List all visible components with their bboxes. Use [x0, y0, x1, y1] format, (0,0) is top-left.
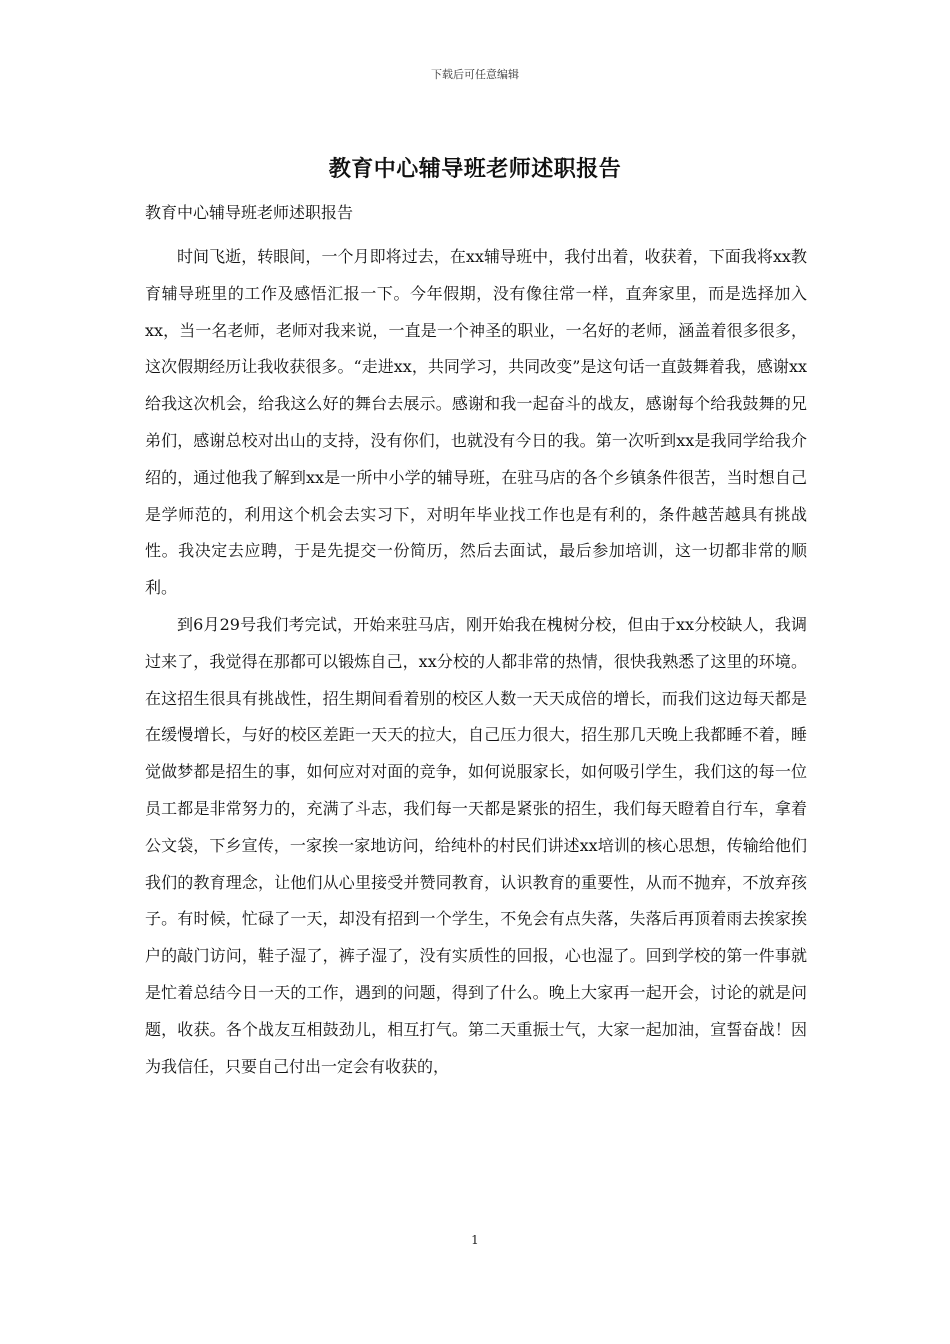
body-paragraph-2: 到6月29号我们考完试，开始来驻马店，刚开始我在槐树分校，但由于xx分校缺人，我调过来了，我觉得在那都可以锻炼自己，xx分校的人都非常的热情，很快我熟悉了这里的环境。在这招生很具有挑战性，招生期间看着别的校区人数一天天成倍的增长，而我们这边每天都是在缓慢增长，与好的校区差距一天天的拉大，自己压力很大，招生那几天晚上我都睡不着，睡觉做梦都是招生的事，如何应对对面的竞争，如何说服家长，如何吸引学生，我们这的每一位员工都是非常努力的，充满了斗志，我们每一天都是紧张的招生，我们每天瞪着自行车，拿着公文袋，下乡宣传，一家挨一家地访问，给纯朴的村民们讲述xx培训的核心思想，传输给他们我们的教育理念，让他们从心里接受并赞同教育，认识教育的重要性，从而不抛弃，不放弃孩子。有时候，忙碌了一天，却没有招到一个学生，不免会有点失落，失落后再顶着雨去挨家挨户的敲门访问，鞋子湿了，裤子湿了，没有实质性的回报，心也湿了。回到学校的第一件事就是忙着总结今日一天的工作，遇到的问题，得到了什么。晚上大家再一起开会，讨论的就是问题，收获。各个战友互相鼓劲儿，相互打气。第二天重振士气，大家一起加油，宣誓奋战！因为我信任，只要自己付出一定会有收获的，	[145, 614, 807, 1076]
page-number: 1	[471, 1233, 479, 1247]
page-header-note: 下载后可任意编辑	[431, 68, 519, 81]
document-subtitle: 教育中心辅导班老师述职报告	[145, 203, 354, 222]
document-body	[145, 239, 807, 1085]
body-paragraph-1: 时间飞逝，转眼间，一个月即将过去，在xx辅导班中，我付出着，收获着，下面我将xx教育辅导班里的工作及感悟汇报一下。今年假期，没有像往常一样，直奔家里，而是选择加入xx，当一名老师，老师对我来说，一直是一个神圣的职业，一名好的老师，涵盖着很多很多，这次假期经历让我收获很多。“走进xx，共同学习，共同改变”是这句话一直鼓舞着我，感谢xx给我这次机会，给我这么好的舞台去展示。感谢和我一起奋斗的战友，感谢每个给我鼓舞的兄弟们，感谢总校对出山的支持，没有你们，也就没有今日的我。第一次听到xx是我同学给我介绍的，通过他我了解到xx是一所中小学的辅导班，在驻马店的各个乡镇条件很苦，当时想自己是学师范的，利用这个机会去实习下，对明年毕业找工作也是有利的，条件越苦越具有挑战性。我决定去应聘，于是先提交一份简历，然后去面试，最后参加培训，这一切都非常的顺利。	[145, 247, 807, 598]
document-title: 教育中心辅导班老师述职报告	[328, 157, 622, 182]
